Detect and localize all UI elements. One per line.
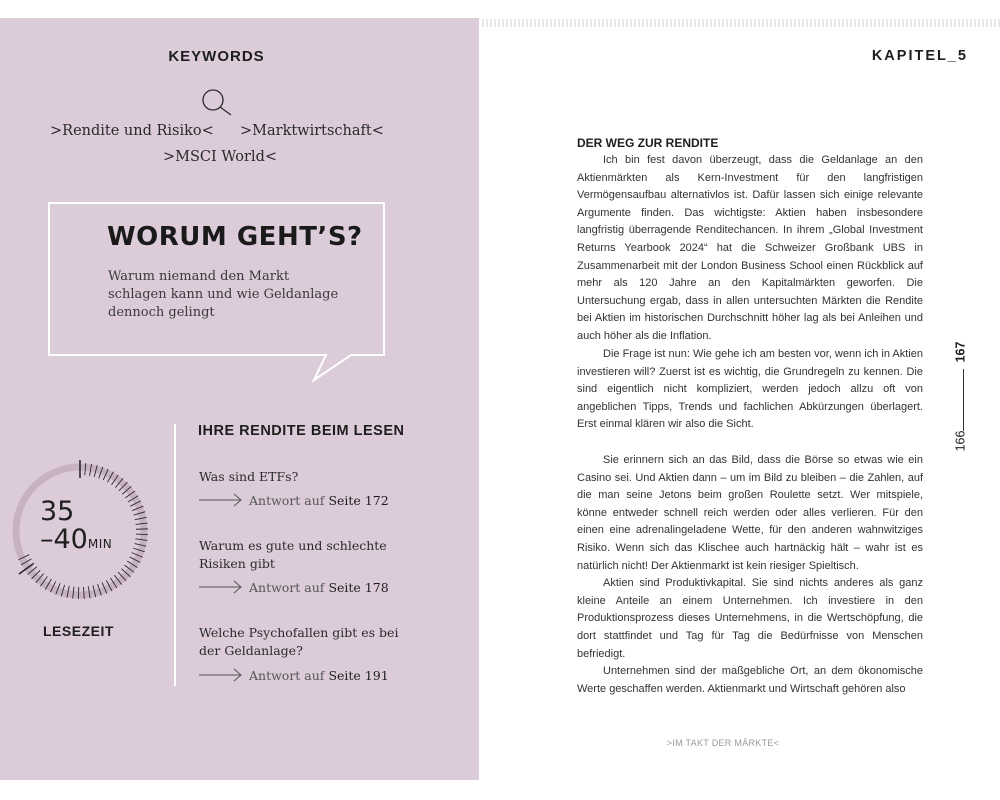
keywords-title: KEYWORDS bbox=[168, 48, 265, 65]
reading-time-label: LESEZEIT bbox=[43, 623, 114, 639]
keyword-marktwirtschaft: >Marktwirtschaft< bbox=[240, 123, 384, 139]
page-number-divider bbox=[963, 369, 964, 431]
vertical-divider bbox=[174, 424, 176, 686]
question-3: Welche Psychofallen gibt es bei der Geldanlage? bbox=[199, 625, 399, 658]
body-paragraph: Die Frage ist nun: Wie gehe ich am besten vor, wenn ich in Aktien investieren will? Zuerst ist es wichtig, die Grundregeln zu kennen. Die sind eigentlich nicht kompliziert, werden jedoch allzu oft von angeblichen Tipps, Trends und fachlichen Abkürzungen überlagert. Erst einmal klären wir also die Sicht. bbox=[577, 348, 923, 431]
page-numbers bbox=[943, 338, 983, 458]
timer-value-start: 35 bbox=[40, 496, 75, 527]
footer-text: >IM TAKT DER MÄRKTE< bbox=[666, 738, 780, 748]
body-paragraph-group-2 bbox=[577, 346, 923, 434]
answer-page-link: Seite 191 bbox=[328, 667, 389, 683]
body-paragraph-group-1 bbox=[577, 152, 923, 346]
chapter-label: KAPITEL_5 bbox=[871, 48, 968, 64]
timer-value-end bbox=[40, 524, 112, 555]
body-paragraph: Unternehmen sind der maßgebliche Ort, an dem ökonomische Werte geschaffen werden. Aktienmarkt und Wirtschaft gehören also bbox=[577, 665, 923, 695]
answer-page-link: Seite 178 bbox=[328, 579, 389, 595]
keyword-rendite-risiko: >Rendite und Risiko< bbox=[50, 123, 214, 139]
page-number-current: 167 bbox=[953, 341, 968, 363]
running-footer bbox=[479, 738, 1000, 748]
bubble-text: Warum niemand den Markt schlagen kann und wie Geldanlage dennoch gelingt bbox=[108, 269, 339, 320]
body-paragraph: Ich bin fest davon überzeugt, dass die Geldanlage an den Aktienmärkten als Kern-Investment für den langfristigen Vermögensaufbau alternativlos ist. Dafür lassen sich einige relevante Argumente finden. Das wichtigste: Aktien haben insbesondere langfristig überragende Renditechancen. In ihrem „Global Investment Returns Yearbook 2024“ hat die Schweizer Großbank UBS in Zusammenarbeit mit der London Business School einen Rückblick auf mehr als 120 Jahre an den Kapitalmärkten geworfen. Die Untersuchung ergab, dass in allen untersuchten Märkten die Rendite bei Aktien im historischen Durchschnitt höher lag als bei Anleihen und auch höher als die Inflation. bbox=[577, 154, 923, 342]
page-edge-ticks bbox=[479, 18, 1000, 28]
section-title: DER WEG ZUR RENDITE bbox=[577, 136, 719, 150]
timer-unit: MIN bbox=[87, 537, 113, 551]
body-paragraph: Sie erinnern sich an das Bild, dass die Börse so etwas wie ein Casino sei. Und Aktien dann – um im Bild zu bleiben – die Zahlen, auf die man seine Jetons beim großen Roulette setzt. Wer mitspiele, könne entweder schnell reich werden oder alles verlieren. Für den einen eine adrenalingeladene Wette, für den anderen wahnwitziges Risiko. Wenn sich das Klischee auch hartnäckig hält – wahr ist es natürlich nicht! Der Aktienmarkt ist kein riesiger Spieltisch. bbox=[577, 454, 923, 572]
answer-prefix: Antwort auf bbox=[249, 579, 325, 595]
arrow-right-icon bbox=[199, 578, 243, 596]
question-1: Was sind ETFs? bbox=[199, 469, 299, 484]
bubble-title: WORUM GEHT’S? bbox=[107, 222, 363, 252]
answer-page-link: Seite 172 bbox=[328, 492, 389, 508]
answer-ref-1 bbox=[199, 490, 389, 510]
body-paragraph-group-3 bbox=[577, 452, 923, 698]
answer-ref-2 bbox=[199, 577, 389, 597]
timer-value-end-number: –40 bbox=[40, 524, 88, 555]
page-number-previous: 166 bbox=[953, 430, 968, 452]
answer-prefix: Antwort auf bbox=[249, 667, 325, 683]
rendite-section-title: IHRE RENDITE BEIM LESEN bbox=[198, 423, 405, 439]
left-page bbox=[0, 18, 479, 780]
search-icon bbox=[200, 88, 234, 116]
edge-tick-marks bbox=[483, 19, 999, 27]
answer-prefix: Antwort auf bbox=[249, 492, 325, 508]
body-paragraph: Aktien sind Produktivkapital. Sie sind nichts anderes als ganz kleine Anteile an einem Unternehmen. Ich investiere in den Produktionsprozess dieses Unternehmens, in die Wertschöpfung, die dort stattfindet und Tag für Tag die Bedürfnisse von Menschen befriedigt. bbox=[577, 577, 923, 660]
arrow-right-icon bbox=[199, 491, 243, 509]
answer-ref-3 bbox=[199, 665, 389, 685]
question-2: Warum es gute und schlechte Risiken gibt bbox=[199, 538, 387, 571]
right-page bbox=[479, 18, 1000, 780]
arrow-right-icon bbox=[199, 666, 243, 684]
keyword-msci-world: >MSCI World< bbox=[163, 149, 278, 165]
